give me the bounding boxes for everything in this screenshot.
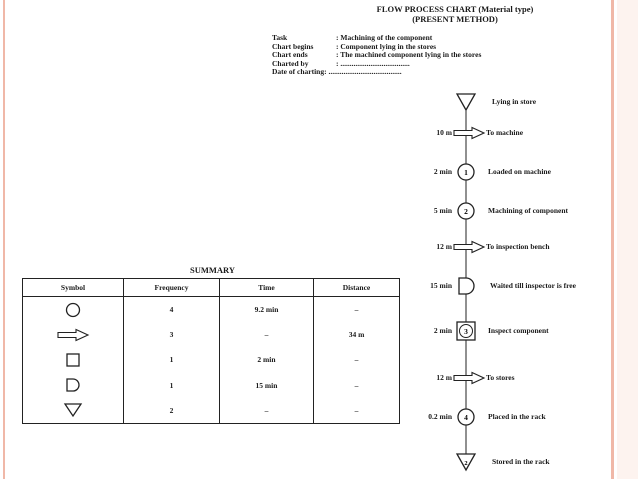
table-row xyxy=(23,322,400,347)
step-label: Loaded on machine xyxy=(488,167,551,176)
step-label: Inspect component xyxy=(488,326,549,335)
step-label: Lying in store xyxy=(492,97,537,106)
meta-key: Charted by xyxy=(272,58,309,68)
step-number: 1 xyxy=(464,168,468,177)
triangle-icon xyxy=(63,402,83,418)
step-label: To stores xyxy=(486,373,515,382)
table-row xyxy=(23,347,400,372)
time-cell: 9.2 min xyxy=(220,297,314,323)
step-number: 2 xyxy=(464,460,468,467)
meta-row xyxy=(272,68,481,77)
frequency-cell: 4 xyxy=(124,297,220,323)
step-label: Stored in the rack xyxy=(492,457,550,466)
step-quantity: 2 min xyxy=(433,167,452,176)
chart-meta xyxy=(272,34,481,77)
meta-key: Task xyxy=(272,33,288,42)
meta-value: : Component lying in the stores xyxy=(336,41,437,51)
meta-value: : The machined component lying in the stores xyxy=(336,50,482,60)
transport-arrow-icon xyxy=(454,128,484,139)
step-quantity: 15 min xyxy=(430,281,452,290)
chart-title-line1: FLOW PROCESS CHART (Material type) xyxy=(376,4,534,14)
step-number: 4 xyxy=(464,413,468,422)
step-label: Machining of component xyxy=(488,206,569,215)
arrow-icon xyxy=(56,328,90,342)
summary-header-row xyxy=(23,279,400,297)
step-number: 2 xyxy=(464,207,468,216)
time-cell: 2 min xyxy=(220,347,314,372)
frequency-cell: 1 xyxy=(124,373,220,398)
frequency-cell: 1 xyxy=(124,347,220,372)
distance-cell: – xyxy=(314,297,400,323)
transport-arrow-icon xyxy=(454,373,484,384)
header-time: Time xyxy=(220,279,314,297)
symbol-cell xyxy=(23,398,124,424)
distance-cell: – xyxy=(314,347,400,372)
meta-value: : ....................................... xyxy=(324,67,402,77)
frequency-cell: 3 xyxy=(124,322,220,347)
time-cell: – xyxy=(220,398,314,424)
meta-key: Chart ends xyxy=(272,50,308,60)
meta-value: : Machining of the component xyxy=(336,33,433,42)
flow-process-chart xyxy=(410,90,610,479)
step-quantity: 2 min xyxy=(433,326,452,335)
right-margin xyxy=(617,0,638,479)
d-shape-icon xyxy=(64,377,82,393)
step-label: Placed in the rack xyxy=(488,412,546,421)
symbol-cell xyxy=(23,322,124,347)
header-distance: Distance xyxy=(314,279,400,297)
table-row xyxy=(23,373,400,398)
step-quantity: 0.2 min xyxy=(428,412,452,421)
chart-title-line2: (PRESENT METHOD) xyxy=(412,14,498,24)
frequency-cell: 2 xyxy=(124,398,220,424)
step-label: To inspection bench xyxy=(486,242,550,251)
distance-cell: – xyxy=(314,398,400,424)
time-cell: 15 min xyxy=(220,373,314,398)
table-row xyxy=(23,297,400,323)
step-quantity: 10 m xyxy=(436,128,452,137)
step-number: 3 xyxy=(464,327,468,336)
symbol-cell xyxy=(23,347,124,372)
transport-arrow-icon xyxy=(454,242,484,253)
meta-value: : ..................................... xyxy=(336,58,410,68)
meta-key: Date of charting xyxy=(272,67,325,77)
left-border xyxy=(3,0,5,479)
summary-table xyxy=(22,278,400,424)
step-quantity: 5 min xyxy=(433,206,452,215)
distance-cell: 34 m xyxy=(314,322,400,347)
meta-key: Chart begins xyxy=(272,41,314,51)
step-quantity: 12 m xyxy=(436,373,452,382)
symbol-cell xyxy=(23,297,124,323)
header-symbol: Symbol xyxy=(23,279,124,297)
summary-title: SUMMARY xyxy=(190,265,236,275)
distance-cell: – xyxy=(314,373,400,398)
symbol-cell xyxy=(23,373,124,398)
table-row xyxy=(23,398,400,424)
delay-d-icon xyxy=(459,278,474,294)
step-label: Waited till inspector is free xyxy=(490,281,576,290)
time-cell: – xyxy=(220,322,314,347)
storage-triangle-icon xyxy=(457,94,475,110)
circle-icon xyxy=(63,302,83,318)
chart-title xyxy=(340,4,570,24)
step-quantity: 12 m xyxy=(436,242,452,251)
square-icon xyxy=(64,352,82,368)
header-frequency: Frequency xyxy=(124,279,220,297)
step-label: To machine xyxy=(486,128,524,137)
right-border xyxy=(611,0,614,479)
